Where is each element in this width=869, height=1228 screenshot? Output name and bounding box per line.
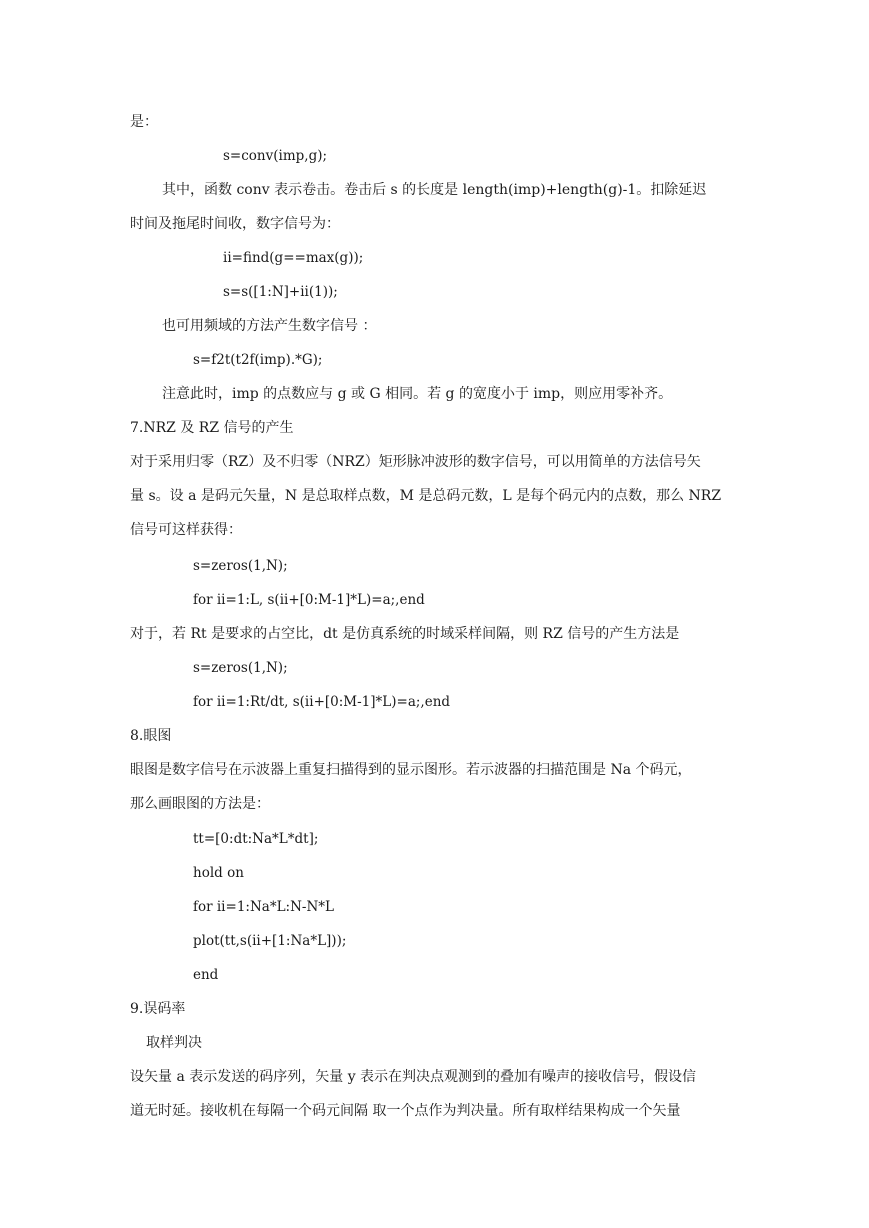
section-heading-nrz-rz: 7.NRZ 及 RZ 信号的产生 xyxy=(130,420,294,436)
text-line-shi: 是： xyxy=(130,114,158,130)
section-heading-ber: 9.误码率 xyxy=(130,1001,186,1017)
code-line-for-rz: for ii=1:Rt/dt, s(ii+[0:M-1]*L)=a;,end xyxy=(193,694,451,710)
text-line-ber-2: 道无时延。接收机在每隔一个码元间隔 取一个点作为判决量。所有取样结果构成一个矢量 xyxy=(130,1103,681,1119)
text-line-eye-2: 那么画眼图的方法是： xyxy=(130,796,270,812)
text-line-rz-nrz-1: 对于采用归零（RZ）及不归零（NRZ）矩形脉冲波形的数字信号，可以用简单的方法信号矢 xyxy=(130,454,701,470)
code-line-zeros-2: s=zeros(1,N); xyxy=(193,660,288,676)
text-line-digital-signal: 时间及拖尾时间收，数字信号为： xyxy=(130,216,340,232)
code-line-for-eye: for ii=1:Na*L:N-N*L xyxy=(193,899,334,915)
code-line-zeros-1: s=zeros(1,N); xyxy=(193,558,288,574)
code-line-tt: tt=[0:dt:Na*L*dt]; xyxy=(193,831,319,847)
code-line-s-index: s=s([1:N]+ii(1)); xyxy=(223,284,338,300)
code-line-conv: s=conv(imp,g); xyxy=(223,148,328,164)
text-line-rz-method: 对于，若 Rt 是要求的占空比，dt 是仿真系统的时域采样间隔，则 RZ 信号的产生方法是 xyxy=(130,626,680,642)
text-line-freq-domain: 也可用频域的方法产生数字信号 ： xyxy=(162,318,377,334)
text-line-note: 注意此时，imp 的点数应与 g 或 G 相同。若 g 的宽度小于 imp，则应用零补齐。 xyxy=(162,386,673,402)
code-line-find: ii=find(g==max(g)); xyxy=(223,250,364,266)
code-line-plot: plot(tt,s(ii+[1:Na*L])); xyxy=(193,933,347,949)
text-line-ber-1: 设矢量 a 表示发送的码序列，矢量 y 表示在判决点观测到的叠加有噪声的接收信号，假设信 xyxy=(130,1069,697,1085)
code-line-f2t: s=f2t(t2f(imp).*G); xyxy=(193,352,323,368)
code-line-hold-on: hold on xyxy=(193,865,244,881)
text-line-eye-1: 眼图是数字信号在示波器上重复扫描得到的显示图形。若示波器的扫描范围是 Na 个码元， xyxy=(130,762,692,778)
text-line-conv-desc: 其中，函数 conv 表示卷击。卷击后 s 的长度是 length(imp)+length(g)-1。扣除延迟 xyxy=(162,182,707,198)
subheading-sampling-decision: 取样判决 xyxy=(146,1035,202,1051)
code-line-end: end xyxy=(193,967,219,983)
text-line-rz-nrz-2: 量 s。设 a 是码元矢量，N 是总取样点数，M 是总码元数，L 是每个码元内的点数，那么 NRZ xyxy=(130,488,722,504)
section-heading-eye-diagram: 8.眼图 xyxy=(130,728,172,744)
text-line-rz-nrz-3: 信号可这样获得： xyxy=(130,522,242,538)
code-line-for-nrz: for ii=1:L, s(ii+[0:M-1]*L)=a;,end xyxy=(193,592,425,608)
